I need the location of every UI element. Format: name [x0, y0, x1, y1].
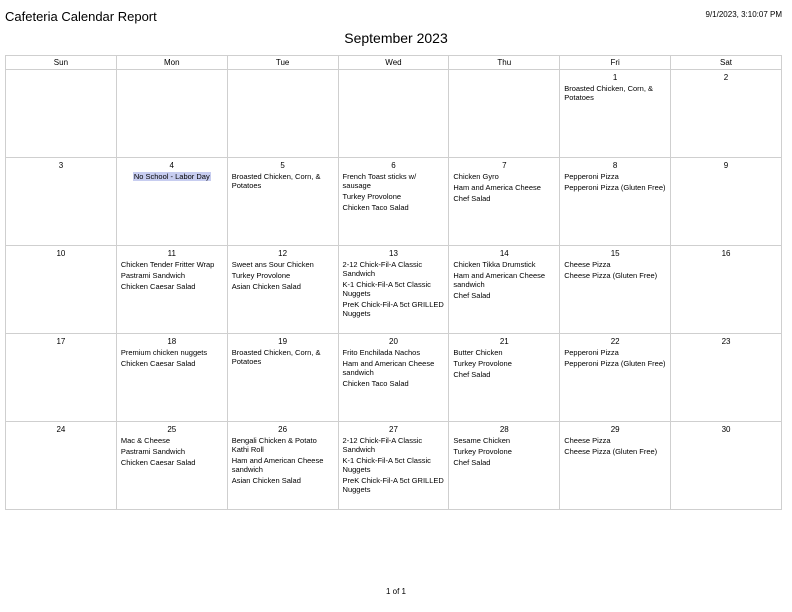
menu-item: Pepperoni Pizza [564, 348, 619, 357]
menu-item: Bengali Chicken & Potato Kathi Roll [231, 436, 317, 454]
calendar-day-cell [449, 334, 560, 422]
weekday-header: Thu [449, 56, 560, 70]
menu-item: Chicken Gyro [453, 172, 499, 181]
calendar-day-cell [6, 246, 117, 334]
menu-item: Premium chicken nuggets [120, 348, 208, 357]
calendar-body [6, 70, 782, 510]
day-number: 5 [280, 161, 285, 170]
day-number: 21 [499, 337, 509, 346]
calendar-day-cell [671, 334, 782, 422]
calendar-week-row [6, 334, 782, 422]
day-number: 14 [499, 249, 509, 258]
menu-item: 2-12 Chick-Fil-A Classic Sandwich [342, 260, 423, 278]
calendar-day-cell [449, 70, 560, 158]
day-number: 17 [56, 337, 66, 346]
day-number: 28 [499, 425, 509, 434]
menu-item: Cheese Pizza (Gluten Free) [564, 271, 658, 280]
calendar-week-row [6, 158, 782, 246]
menu-item: Turkey Provolone [453, 359, 512, 368]
menu-item: Turkey Provolone [342, 192, 402, 201]
menu-item: PreK Chick-Fil-A 5ct GRILLED Nuggets [342, 300, 444, 318]
menu-item: Broasted Chicken, Corn, & Potatoes [564, 84, 654, 102]
day-number: 12 [278, 249, 288, 258]
menu-item: Chicken Taco Salad [342, 379, 409, 388]
menu-item: Chicken Caesar Salad [120, 282, 196, 291]
menu-item: K-1 Chick-Fil-A 5ct Classic Nuggets [342, 456, 431, 474]
day-number: 15 [610, 249, 620, 258]
calendar-day-cell [116, 422, 227, 510]
calendar-day-cell [449, 422, 560, 510]
menu-item: Broasted Chicken, Corn, & Potatoes [231, 172, 321, 190]
menu-item: Chicken Caesar Salad [120, 359, 196, 368]
day-number: 20 [389, 337, 398, 346]
day-number: 3 [58, 161, 64, 170]
day-number: 11 [167, 249, 176, 258]
menu-item: Pepperoni Pizza [564, 172, 619, 181]
calendar-week-row [6, 246, 782, 334]
day-number: 16 [721, 249, 731, 258]
report-timestamp: 9/1/2023, 3:10:07 PM [705, 10, 782, 19]
menu-item: Sweet ans Sour Chicken [231, 260, 314, 269]
calendar-day-cell [6, 70, 117, 158]
calendar-day-cell [338, 334, 449, 422]
menu-item: Frito Enchilada Nachos [342, 348, 421, 357]
menu-item: Butter Chicken [453, 348, 503, 357]
day-number: 8 [612, 161, 618, 170]
calendar-day-cell [671, 70, 782, 158]
menu-item: Turkey Provolone [231, 271, 291, 280]
calendar-day-cell [6, 334, 117, 422]
day-number: 29 [610, 425, 620, 434]
menu-item: Chicken Caesar Salad [120, 458, 196, 467]
day-number: 19 [278, 337, 288, 346]
weekday-header: Sat [671, 56, 782, 70]
calendar-day-cell [449, 158, 560, 246]
day-number: 1 [612, 73, 618, 82]
menu-item: Chicken Tender Fritter Wrap [120, 260, 215, 269]
day-number: 2 [723, 73, 729, 82]
weekday-header-row [6, 56, 782, 70]
menu-item: Pastrami Sandwich [120, 271, 186, 280]
menu-item: Pepperoni Pizza (Gluten Free) [564, 359, 666, 368]
calendar-day-cell [671, 246, 782, 334]
menu-item: Chef Salad [453, 291, 491, 300]
menu-item: Ham and American Cheese sandwich [342, 359, 435, 377]
menu-item: Cheese Pizza (Gluten Free) [564, 447, 658, 456]
menu-item: Broasted Chicken, Corn, & Potatoes [231, 348, 321, 366]
month-title: September 2023 [344, 30, 448, 46]
calendar-day-cell [6, 158, 117, 246]
calendar-week-row [6, 422, 782, 510]
weekday-header: Sun [6, 56, 117, 70]
menu-item: Ham and American Cheese sandwich [453, 271, 546, 289]
day-number: 23 [721, 337, 731, 346]
day-number: 18 [167, 337, 177, 346]
weekday-header: Mon [116, 56, 227, 70]
menu-item: Asian Chicken Salad [231, 282, 301, 291]
menu-item: French Toast sticks w/ sausage [342, 172, 417, 190]
day-number: 7 [502, 161, 507, 170]
calendar-day-cell [116, 246, 227, 334]
menu-item: Chef Salad [453, 194, 491, 203]
calendar-day-cell [338, 70, 449, 158]
calendar-day-cell [116, 334, 227, 422]
menu-item: Chef Salad [453, 458, 491, 467]
day-number: 13 [389, 249, 398, 258]
day-number: 10 [56, 249, 66, 258]
day-number: 25 [167, 425, 177, 434]
menu-item: 2-12 Chick-Fil-A Classic Sandwich [342, 436, 423, 454]
calendar-day-cell [560, 70, 671, 158]
weekday-header: Tue [227, 56, 338, 70]
menu-item: K-1 Chick-Fil-A 5ct Classic Nuggets [342, 280, 431, 298]
weekday-header: Fri [560, 56, 671, 70]
menu-item: Cheese Pizza [564, 260, 611, 269]
holiday-label: No School - Labor Day [133, 172, 210, 181]
calendar-day-cell [227, 158, 338, 246]
menu-item: Mac & Cheese [120, 436, 171, 445]
calendar-week-row [6, 70, 782, 158]
calendar-grid [5, 55, 782, 510]
calendar-day-cell [449, 246, 560, 334]
day-number: 4 [169, 161, 174, 170]
calendar-day-cell [227, 422, 338, 510]
calendar-day-cell [560, 422, 671, 510]
holiday-note [121, 172, 223, 181]
menu-item: Pastrami Sandwich [120, 447, 186, 456]
menu-item: Chicken Taco Salad [342, 203, 409, 212]
calendar-day-cell [338, 422, 449, 510]
menu-item: Chef Salad [453, 370, 491, 379]
menu-item: Pepperoni Pizza (Gluten Free) [564, 183, 666, 192]
menu-item: Turkey Provolone [453, 447, 512, 456]
page-number: 1 of 1 [385, 587, 406, 596]
day-number: 24 [56, 425, 66, 434]
calendar-day-cell [560, 158, 671, 246]
day-number: 22 [610, 337, 620, 346]
calendar-day-cell [338, 246, 449, 334]
day-number: 6 [391, 161, 396, 170]
calendar-day-cell [6, 422, 117, 510]
calendar-day-cell [671, 422, 782, 510]
report-title: Cafeteria Calendar Report [5, 9, 157, 24]
weekday-header: Wed [338, 56, 449, 70]
calendar-day-cell [227, 246, 338, 334]
menu-item: PreK Chick-Fil-A 5ct GRILLED Nuggets [342, 476, 444, 494]
calendar-day-cell [671, 158, 782, 246]
menu-item: Chicken Tikka Drumstick [453, 260, 536, 269]
calendar-day-cell [227, 334, 338, 422]
menu-item: Cheese Pizza [564, 436, 611, 445]
menu-item: Sesame Chicken [453, 436, 511, 445]
menu-item: Asian Chicken Salad [231, 476, 301, 485]
menu-item: Ham and America Cheese [453, 183, 541, 192]
calendar-day-cell [116, 158, 227, 246]
calendar-day-cell [227, 70, 338, 158]
day-number: 27 [389, 425, 398, 434]
calendar-day-cell [560, 334, 671, 422]
calendar-day-cell [560, 246, 671, 334]
day-number: 26 [278, 425, 288, 434]
calendar-day-cell [338, 158, 449, 246]
day-number: 9 [723, 161, 729, 170]
menu-item: Ham and American Cheese sandwich [231, 456, 324, 474]
calendar-day-cell [116, 70, 227, 158]
day-number: 30 [721, 425, 731, 434]
